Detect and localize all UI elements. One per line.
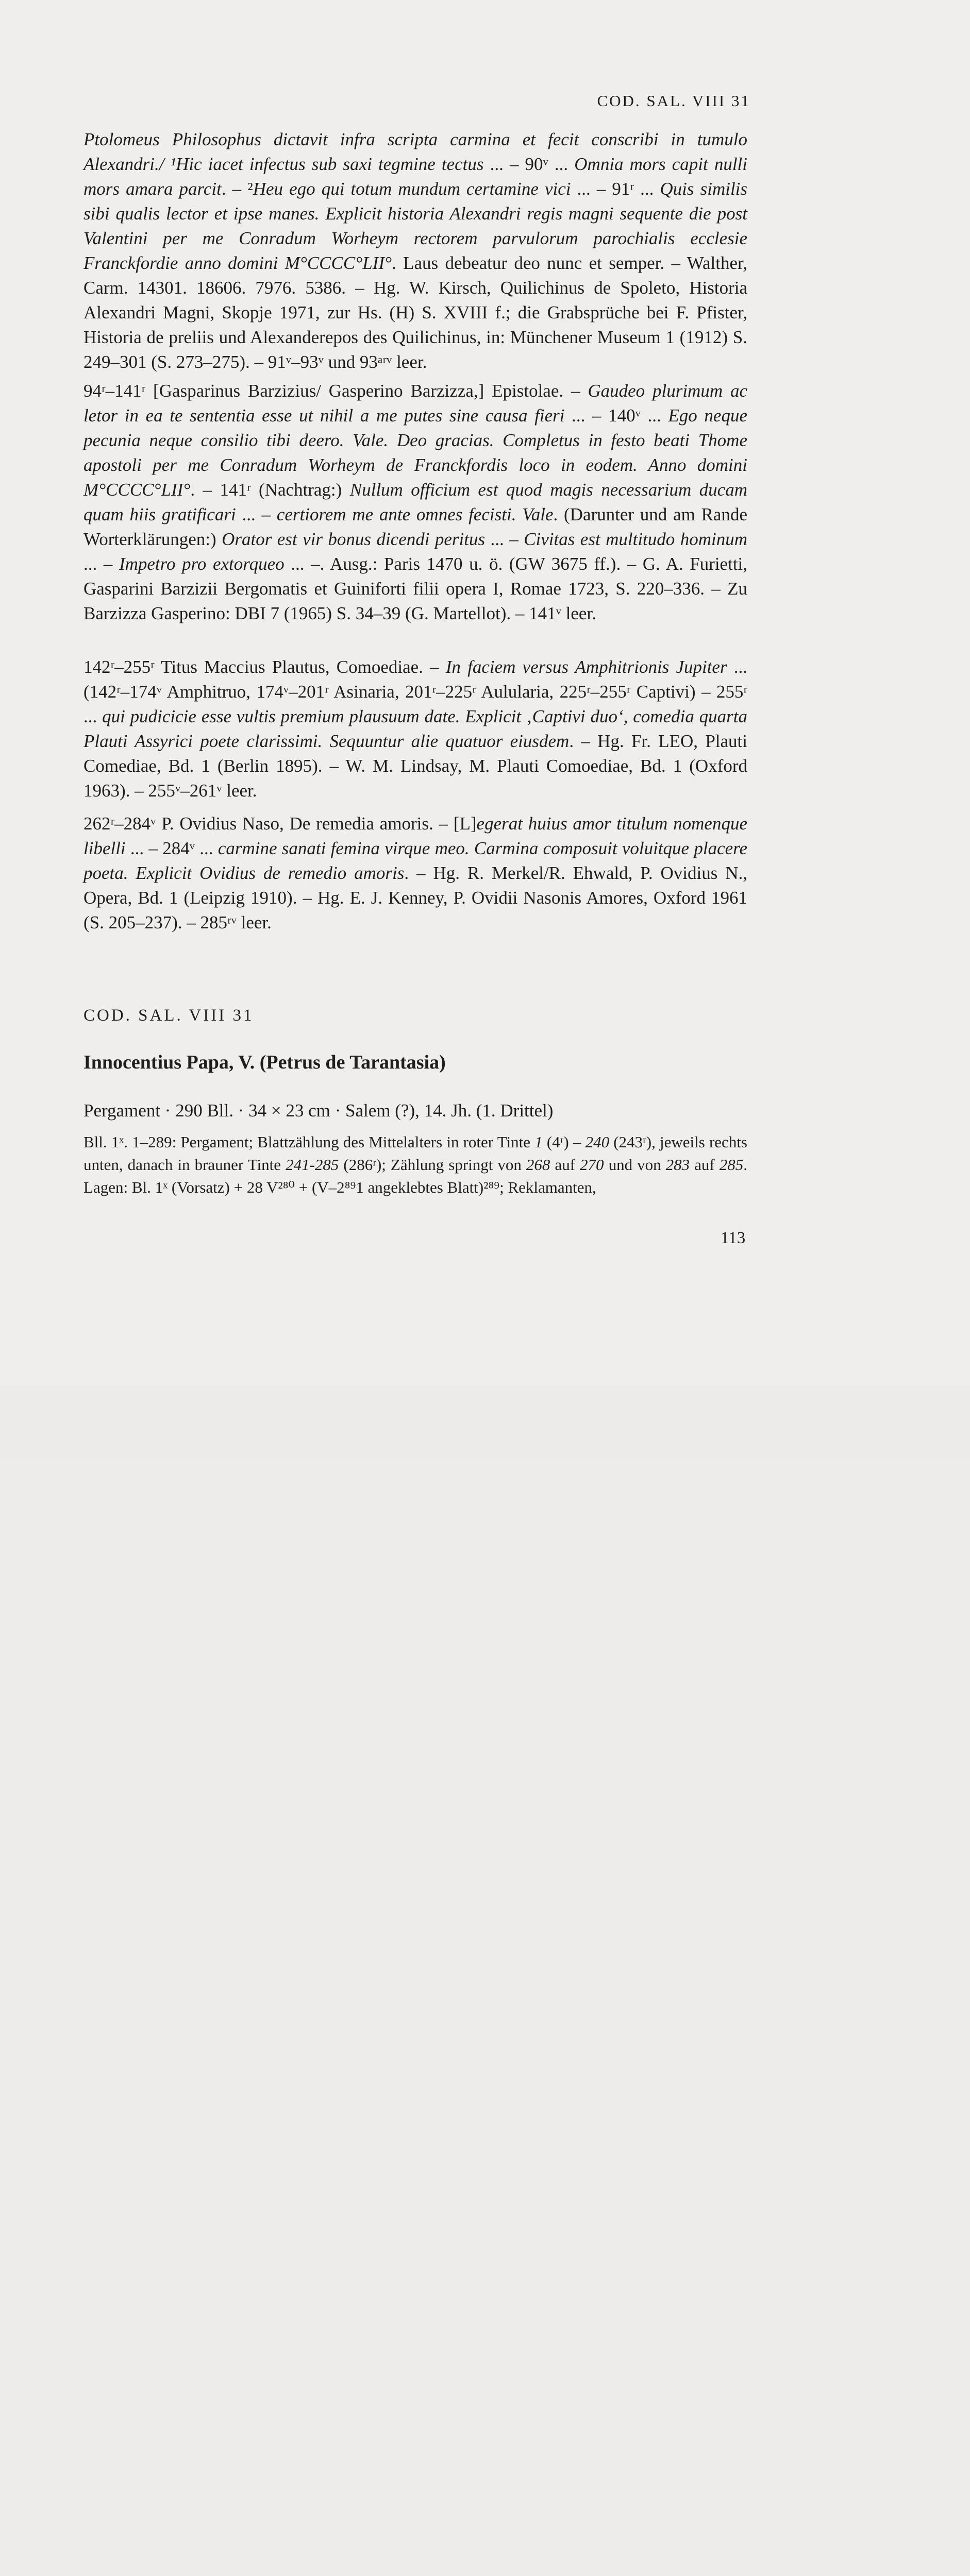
viewer-footer [0,1386,970,1459]
physical-description: Pergament · 290 Bll. · 34 × 23 cm · Salem (?), 14. Jh. (1. Drittel) [83,1100,554,1121]
entry-paragraph [83,127,747,375]
entry-paragraph [83,655,747,803]
paragraph-text: 262ʳ–284ᵛ P. Ovidius Naso, De remedia amoris. – [L]egerat huius amor titulum nomenque libelli ... – 284ᵛ ... carmine sanati femina virque meo. Carmina composuit voluitque placere poeta. Explicit Ovidius de remedio amoris. – Hg. R. Merkel/R. Ehwald, P. Ovidius N., Opera, Bd. 1 (Leipzig 1910). – Hg. E. J. Kenney, P. Ovidii Nasonis Amores, Oxford 1961 (S. 205–237). – 285ʳᵛ leer. [83,814,747,933]
work-title: Innocentius Papa, V. (Petrus de Tarantasia) [83,1052,446,1073]
paragraph-text: 142ʳ–255ʳ Titus Maccius Plautus, Comoediae. – In faciem versus Amphitrionis Jupiter ... (142ʳ–174ᵛ Amphitruo, 174ᵛ–201ʳ Asinaria, 201ʳ–225ʳ Aulularia, 225ʳ–255ʳ Captivi) – 255ʳ ... qui pudicicie esse vultis premium plausuum date. Explicit ‚Captivi duo‘, comedia quarta Plauti Assyrici poete clarissimi. Sequuntur alie quatuor eiusdem. – Hg. Fr. LEO, Plauti Comediae, Bd. 1 (Berlin 1895). – W. M. Lindsay, M. Plauti Comoediae, Bd. 1 (Oxford 1963). – 255ᵛ–261ᵛ leer. [83,657,748,801]
page-number: 113 [721,1229,746,1247]
codicological-note: Bll. 1ˣ. 1–289: Pergament; Blattzählung des Mittelalters in roter Tinte 1 (4ʳ) – 240 (243ʳ), jeweils rechts unten, danach in brauner Tinte 241-285 (286ʳ); Zählung springt von 268 auf 270 und von 283 auf 285. Lagen: Bl. 1ˣ (Vorsatz) + 28 V²⁸⁰ + (V–2⁸⁹1 angeklebtes Blatt)²⁸⁹; Reklamanten, [83,1133,747,1196]
entry-paragraph [83,811,747,935]
entry-paragraph [83,379,747,626]
paragraph-text: Ptolomeus Philosophus dictavit infra scripta carmina et fecit conscribi in tumulo Alexandri./ ¹Hic iacet infectus sub saxi tegmine tectus ... – 90ᵛ ... Omnia mors capit nulli mors amara parcit. – ²Heu ego qui totum mundum certamine vici ... – 91ʳ ... Quis similis sibi qualis lector et ipse manes. Explicit historia Alexandri regis magni sequente die post Valentini per me Conradum Worheym rectorem parvulorum parochialis ecclesie Franckfordie anno domini M°CCCC°LII°. Laus debeatur deo nunc et semper. – Walther, Carm. 14301. 18606. 7976. 5386. – Hg. W. Kirsch, Quilichinus de Spoleto, Historia Alexandri Magni, Skopje 1971, zur Hs. (H) S. XVIII f.; die Grabsprüche bei F. Pfister, Historia de preliis und Alexanderepos des Quilichinus, in: Münchener Museum 1 (1912) S. 249–301 (S. 273–275). – 91ᵛ–93ᵛ und 93ᵃʳᵛ leer. [83,129,748,372]
section-heading: COD. SAL. VIII 31 [83,1006,254,1025]
paragraph-text: 94ʳ–141ʳ [Gasparinus Barzizius/ Gasperino Barzizza,] Epistolae. – Gaudeo plurimum ac letor in ea te sententia esse ut nihil a me putes sine causa fieri ... – 140ᵛ ... Ego neque pecunia neque consilio tibi deero. Vale. Deo gracias. Completus in festo beati Thome apostoli per me Conradum Worheym de Franckfordis loco in eodem. Anno domini M°CCCC°LII°. – 141ʳ (Nachtrag:) Nullum officium est quod magis necessarium ducam quam hiis gratificari ... – certiorem me ante omnes fecisti. Vale. (Darunter und am Rande Worterklärungen:) Orator est vir bonus dicendi peritus ... – Civitas est multitudo hominum ... – Impetro pro extorqueo ... –. Ausg.: Paris 1470 u. ö. (GW 3675 ff.). – G. A. Furietti, Gasparini Barzizii Bergomatis et Guiniforti filii opera I, Romae 1723, S. 220–336. – Zu Barzizza Gasperino: DBI 7 (1965) S. 34–39 (G. Martellot). – 141ᵛ leer. [83,381,748,623]
running-head: COD. SAL. VIII 31 [597,92,750,110]
